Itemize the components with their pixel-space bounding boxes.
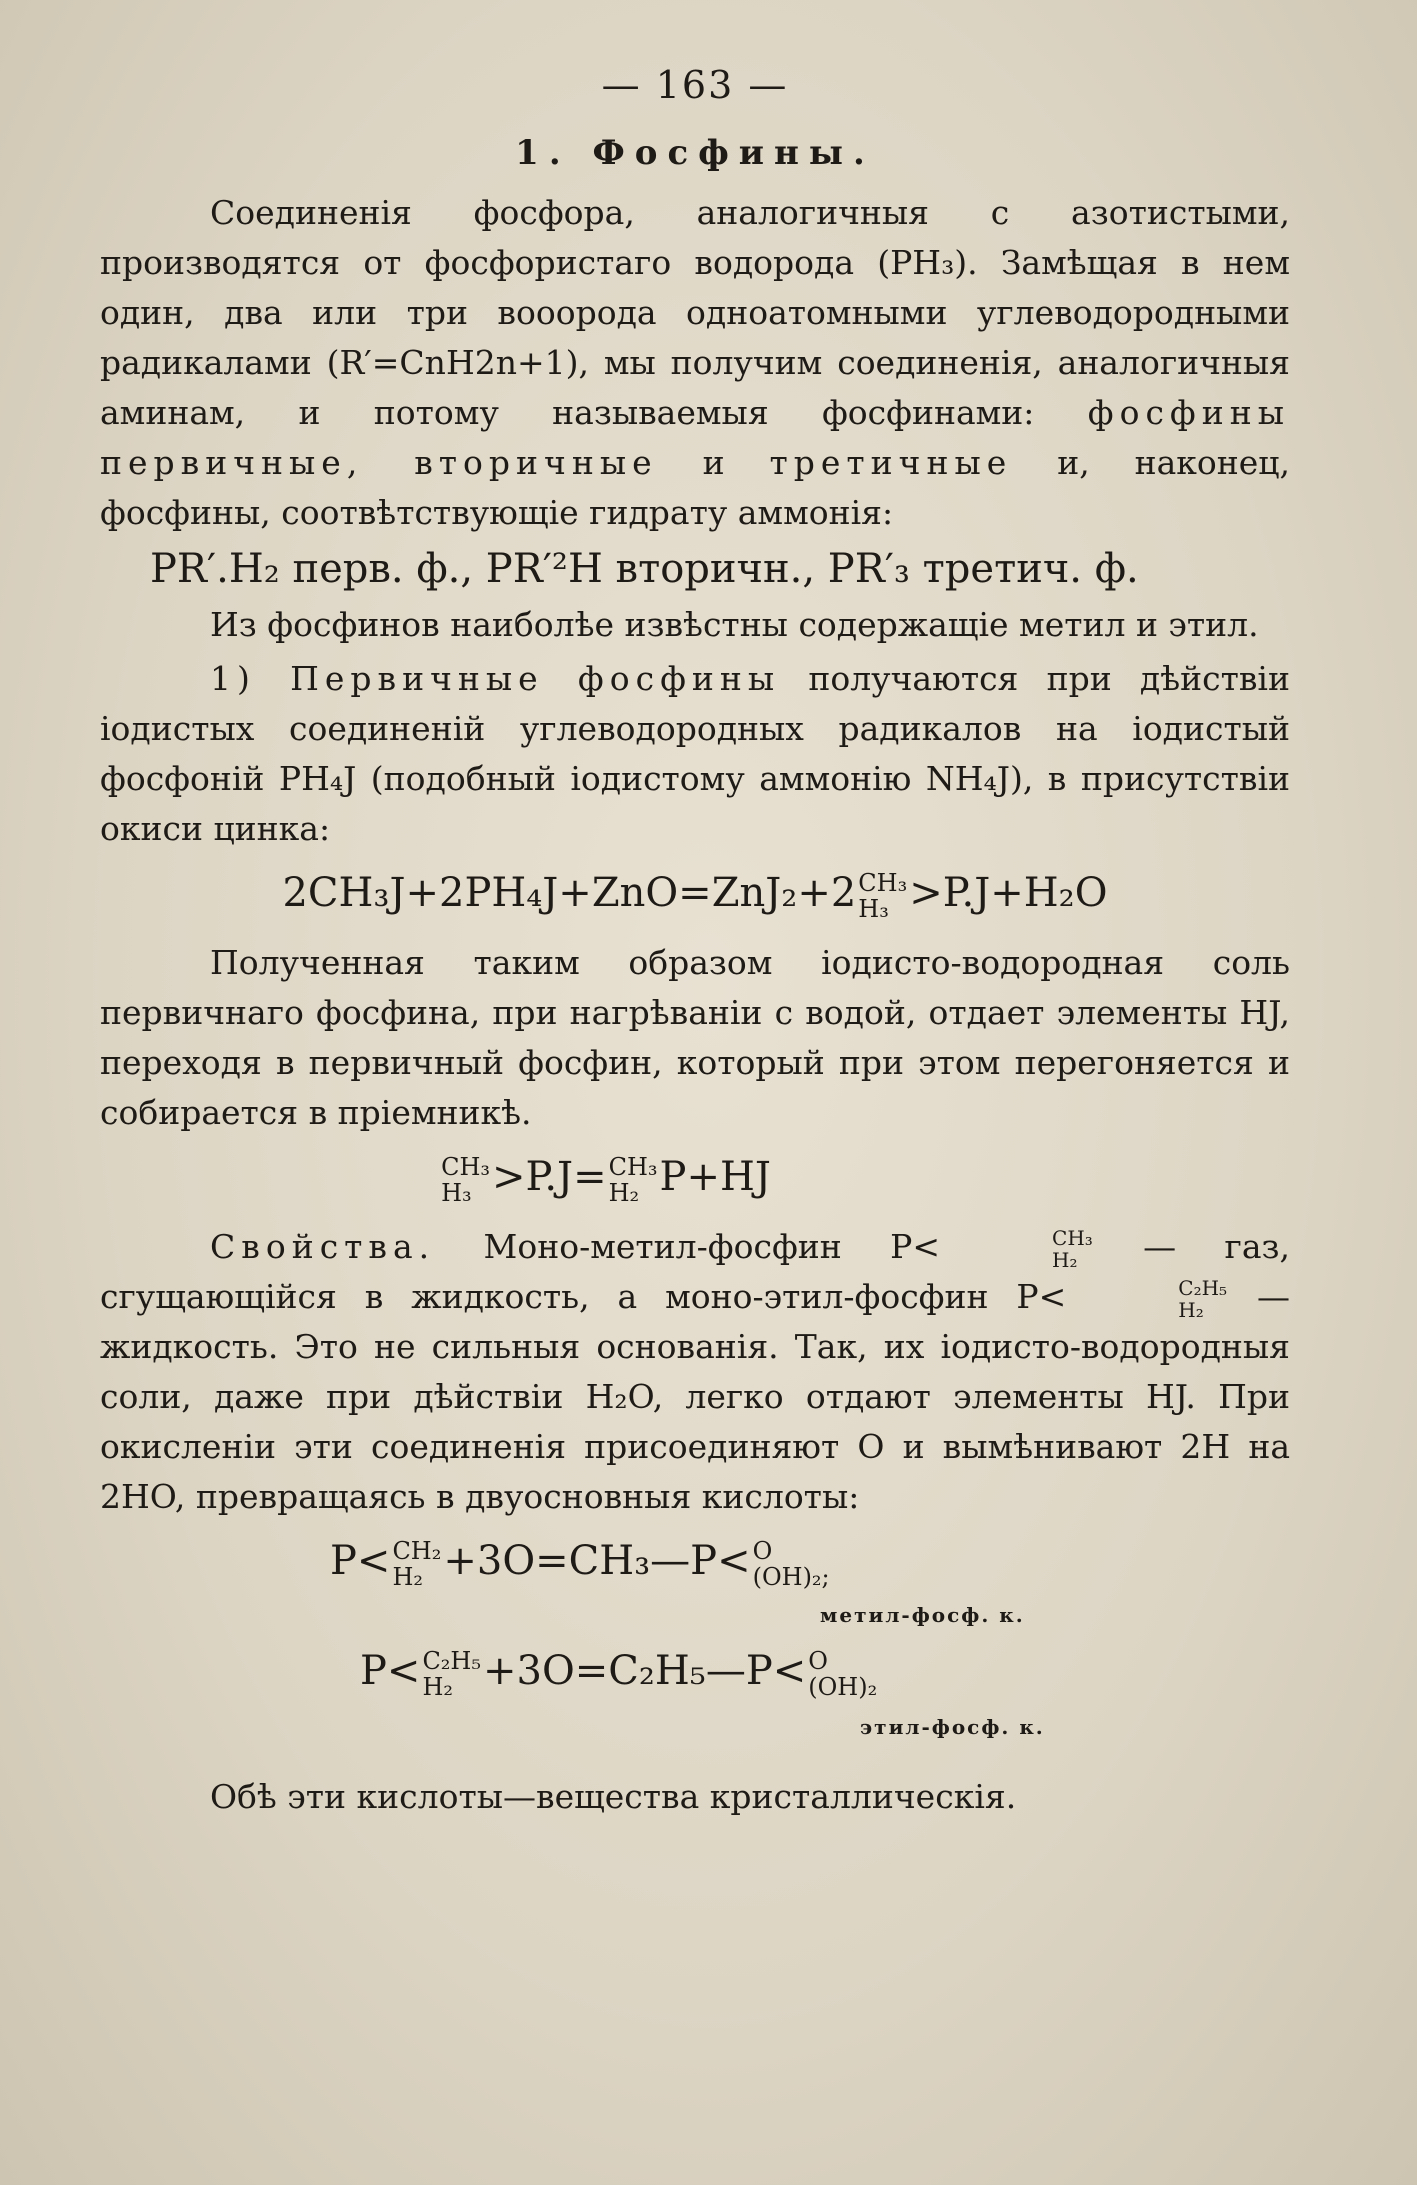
paragraph-intro-text: Соединенія фосфора, аналогичныя с азотистыми, производятся от фосфористаго водорода (PH₃). Замѣщая в нем один, два или три вооорода одноатомными углеводородными радикалами (R′=CnH2n+1), мы получим соединенія, аналогичныя аминам, и потому называемыя фосфинами: [100,193,1290,432]
fraction-top: C₂H₅ [1178,1276,1228,1300]
fraction-top: CH₃ [858,869,908,897]
paragraph-intro [100,188,1290,538]
equation-4-left: P< [360,1648,421,1694]
fraction-bottom: H₂ [392,1563,423,1591]
equation-3-fraction-2 [753,1538,830,1590]
paragraph-properties-b: — газ, сгущающійся в жидкость, а моно-этил-фосфин P< [100,1227,1290,1316]
fraction-bottom: H₂ [1052,1248,1078,1272]
ethyl-phosphine-fraction [1068,1277,1227,1321]
equation-1-right: >P.J+H₂O [909,870,1108,916]
page-number: — 163 — [601,63,789,107]
equation-4-caption: этил-фосф. к. [860,1715,1045,1739]
fraction-bottom: H₂ [1178,1298,1204,1322]
equation-3-fraction-1 [392,1538,441,1590]
paragraph-primary [100,654,1290,854]
equation-3-caption: метил-фосф. к. [820,1603,1025,1627]
conjunction: и [702,443,725,482]
fraction-bottom: (OH)₂; [752,1563,830,1591]
equation-4-middle: +3O=C₂H₅—P< [482,1648,807,1694]
fraction-bottom: H₃ [441,1179,472,1207]
equation-1-left: 2CH₃J+2PH₄J+ZnO=ZnJ₂+2 [282,870,857,916]
fraction-bottom: H₃ [858,895,889,923]
equation-2-fraction-2 [609,1154,658,1206]
fraction-bottom: H₂ [608,1179,640,1207]
fraction-top: O [808,1647,828,1675]
equation-1 [100,868,1290,922]
equation-3-left: P< [330,1538,391,1584]
equation-2-fraction-1 [441,1154,490,1206]
paragraph-methyl-ethyl: Из фосфинов наиболѣе извѣстны содержащіе метил и этил. [210,605,1259,644]
equation-3 [100,1536,1290,1590]
paragraph-intro-end: и, наконец, фосфины, соотвѣтствующіе гидрату аммонія: [100,443,1290,532]
equation-4-fraction-1 [422,1648,481,1700]
equation-2-right: P+HJ [659,1154,771,1200]
equation-1-fraction [858,870,907,922]
paragraph-properties-a: Моно-метил-фосфин P< [483,1227,941,1266]
formula-phosphine-types: PR′.H₂ перв. ф., PR′²H вторичн., PR′₃ третич. ф. [150,546,1139,592]
equation-4 [100,1646,1290,1700]
equation-4-fraction-2 [808,1648,877,1700]
paragraph-salt: Полученная таким образом іодисто-водородная соль первичнаго фосфина, при нагрѣваніи с водой, отдает элементы HJ, переходя в первичный фосфин, который при этом перегоняется и собирается в пріемникѣ. [100,943,1290,1132]
fraction-bottom: (OH)₂ [808,1673,878,1701]
page-text [100,60,1290,1822]
equation-2-middle: >P.J= [492,1154,607,1200]
fraction-top: O [752,1537,773,1565]
term-properties: Свойства. [210,1227,436,1266]
paragraph-properties [100,1222,1290,1522]
equation-3-middle: +3O=CH₃—P< [443,1538,751,1584]
fraction-top: C₂H₅ [422,1647,481,1675]
paragraph-properties-c: — жидкость. Это не сильныя основанія. Так, их іодисто-водородныя соли, даже при дѣйствіи H₂O, легко отдают элементы HJ. При окисленіи эти соединенія присоединяют O и вымѣнивают 2H на 2HO, превращаясь в двуосновныя кислоты: [100,1277,1291,1516]
term-tertiary: третичные [769,443,1013,482]
fraction-top: CH₂ [392,1537,442,1565]
term-primary-secondary: фосфины первичные, вторичные [100,393,1291,482]
fraction-top: CH₃ [1052,1226,1093,1250]
fraction-top: CH₃ [441,1153,491,1181]
fraction-bottom: H₂ [422,1673,453,1701]
equation-2 [100,1152,1290,1206]
term-primary-phosphines: 1) Первичные фосфины [210,659,781,698]
fraction-top: CH₃ [608,1153,658,1181]
paragraph-primary-text: получаются при дѣйствіи іодистых соединеній углеводородных радикалов на іодистый фосфоній PH₄J (подобный іодистому аммонію NH₄J), в присутствіи окиси цинка: [100,659,1290,848]
section-heading: 1. Фосфины. [515,133,875,173]
methyl-phosphine-fraction [942,1227,1093,1271]
paragraph-conclusion: Обѣ эти кислоты—вещества кристаллическія. [210,1777,1017,1816]
